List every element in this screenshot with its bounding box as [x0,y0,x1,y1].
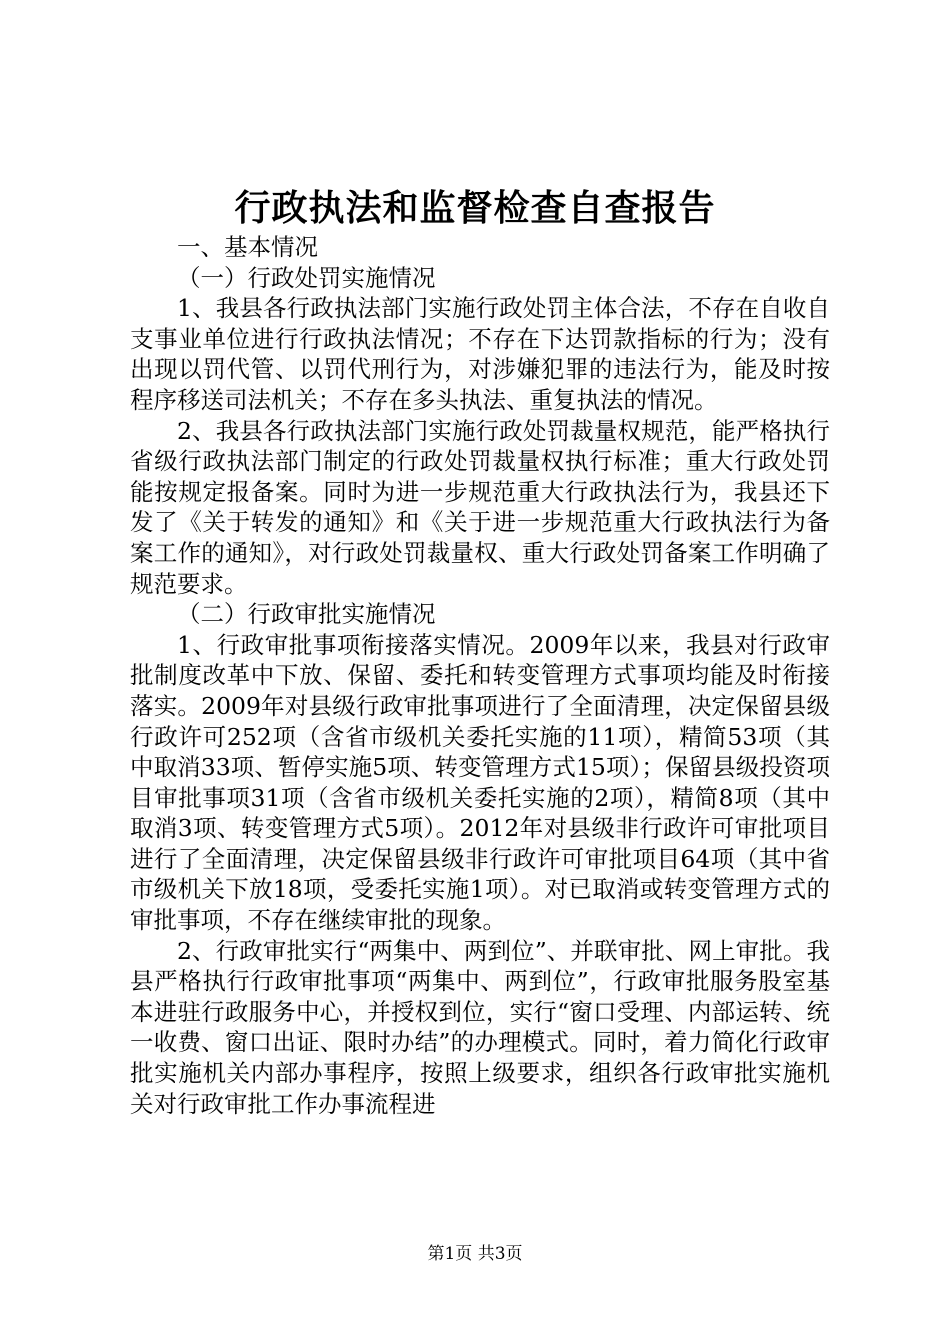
paragraph-approval-2: 2、行政审批实行“两集中、两到位”、并联审批、网上审批。我县严格执行行政审批事项“两集中、两到位”，行政审批服务股室基本进驻行政服务中心，并授权到位，实行“窗口受理、内部运转、统一收费、窗口出证、限时办结”的办理模式。同时，着力简化行政审批实施机关内部办事程序，按照上级要求，组织各行政审批实施机关对行政审批工作办事流程进 [130,936,830,1118]
document-title: 行政执法和监督检查自查报告 [234,187,716,229]
subsection-heading-administrative-approval: （二）行政审批实施情况 [177,600,436,629]
page-footer: 第1页 共3页 [427,1244,523,1264]
paragraph-approval-1: 1、行政审批事项衔接落实情况。2009年以来，我县对行政审批制度改革中下放、保留、委托和转变管理方式事项均能及时衔接落实。2009年对县级行政审批事项进行了全面清理，决定保留县级行政许可252项（含省市级机关委托实施的11项），精简53项（其中取消33项、暂停实施5项、转变管理方式15项）；保留县级投资项目审批事项31项（含省市级机关委托实施的2项），精简8项（其中取消3项、转变管理方式5项）。2012年对县级非行政许可审批项目进行了全面清理，决定保留县级非行政许可审批项目64项（其中省市级机关下放18项，受委托实施1项）。对已取消或转变管理方式的审批事项，不存在继续审批的现象。 [130,630,830,935]
paragraph-penalty-1: 1、我县各行政执法部门实施行政处罚主体合法，不存在自收自支事业单位进行行政执法情况；不存在下达罚款指标的行为；没有出现以罚代管、以罚代刑行为，对涉嫌犯罪的违法行为，能及时按程序移送司法机关；不存在多头执法、重复执法的情况。 [130,294,830,414]
paragraph-penalty-2: 2、我县各行政执法部门实施行政处罚裁量权规范，能严格执行省级行政执法部门制定的行政处罚裁量权执行标准；重大行政处罚能按规定报备案。同时为进一步规范重大行政执法行为，我县还下发了《关于转发的通知》和《关于进一步规范重大行政执法行为备案工作的通知》，对行政处罚裁量权、重大行政处罚备案工作明确了规范要求。 [130,416,830,598]
section-heading-basic-situation: 一、基本情况 [177,233,318,261]
subsection-heading-administrative-penalty: （一）行政处罚实施情况 [177,263,436,292]
document-body [130,232,830,1119]
